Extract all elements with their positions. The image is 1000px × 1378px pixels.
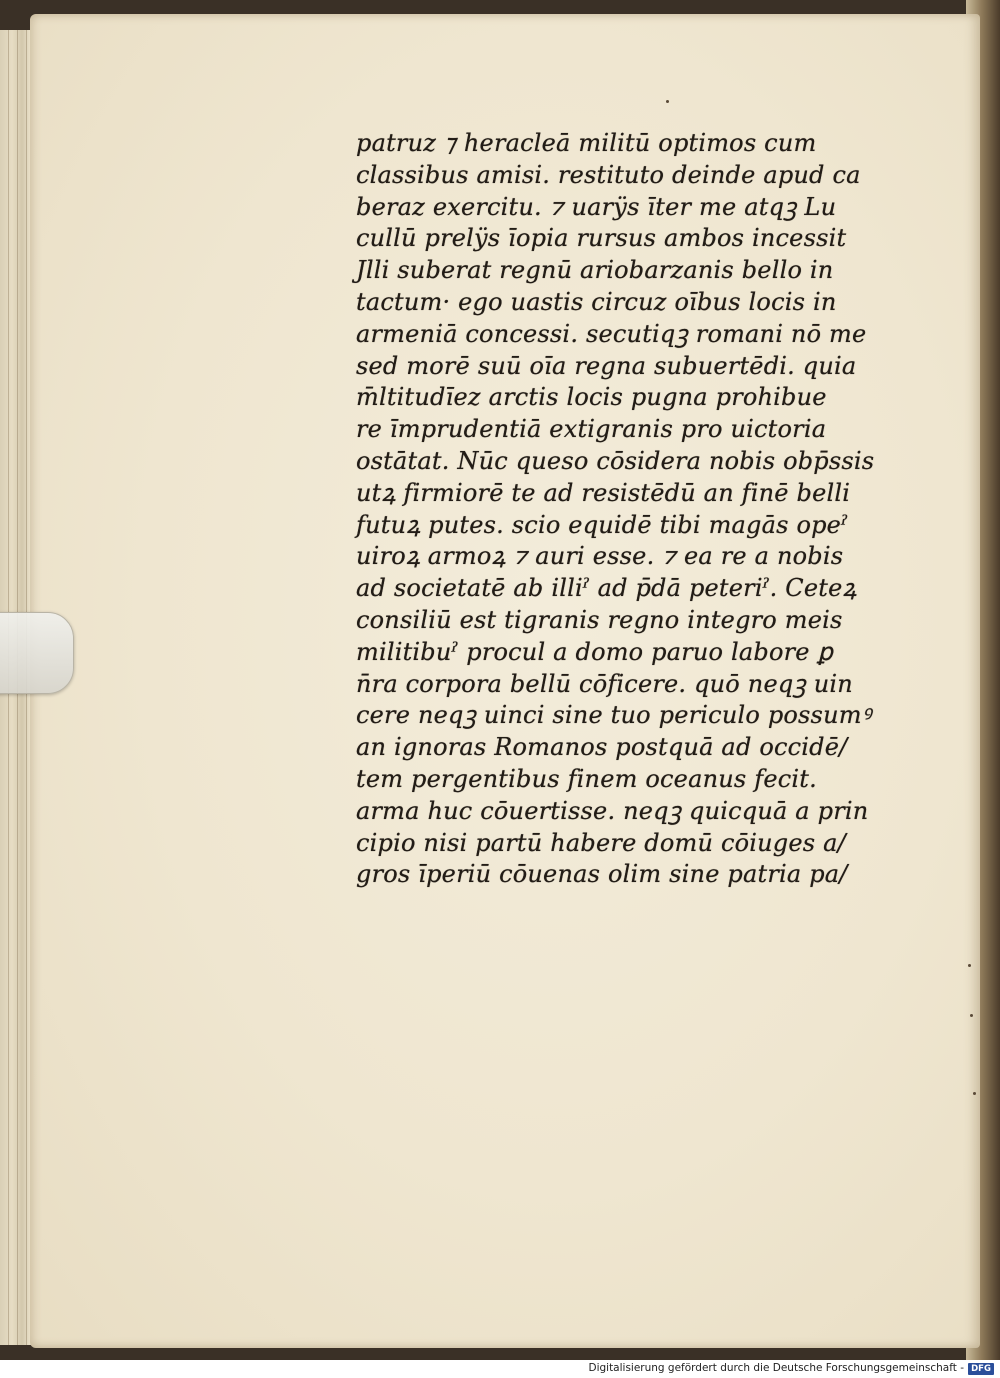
text-line: sed morē suū oīa regna subuertēdi. quia: [356, 351, 857, 380]
text-line: tem pergentibus finem oceanus fecit.: [356, 764, 817, 793]
text-line: ad societatē ab illiˀ ad p̄dā peteriˀ. Ceteꝝ: [356, 574, 857, 603]
text-line: gros īperiū cōuenas olim sine patria pa/: [356, 860, 848, 889]
footer-credit: Digitalisierung gefördert durch die Deutsche Forschungsgemeinschaft -: [588, 1362, 964, 1374]
footer-bar: [0, 1360, 1000, 1378]
text-line: uiroꝝ armoꝝ ⁊ auri esse. ⁊ ea re a nobis: [356, 542, 844, 571]
text-line: cipio nisi partū habere domū cōiuges a/: [356, 828, 846, 857]
paper-speck: [968, 964, 971, 967]
paper-speck: [666, 100, 669, 103]
dfg-logo: DFG: [968, 1363, 994, 1375]
text-line: tactum· ego uastis circuz oībus locis in: [356, 287, 837, 316]
text-line: patruz ⁊ heracleā militū optimos cum: [356, 129, 817, 157]
text-line: futuꝝ putes. scio equidē tibi magās opeˀ: [356, 510, 849, 539]
text-line: an ignoras Romanos postquā ad occidē/: [356, 733, 848, 762]
text-line: classibus amisi. restituto deinde apud ca: [356, 160, 861, 189]
text-line: militibuˀ procul a domo paruo labore ꝑ: [356, 637, 833, 666]
text-column: [356, 128, 896, 891]
text-line: consiliū est tigranis regno integro meis: [356, 605, 843, 634]
bookmark-clip: [0, 612, 74, 694]
text-line: Jlli suberat regnū ariobarzanis bello in: [356, 256, 834, 285]
text-line: n̄ra corpora bellū cōficere. quō neqꝫ uin: [356, 669, 853, 698]
text-line: beraz exercitu. ⁊ uarÿs īter me atqꝫ Lu: [356, 192, 837, 221]
paper-speck: [973, 1092, 976, 1095]
text-line: utꝝ firmiorē te ad resistēdū an finē belli: [356, 478, 851, 507]
text-line: cullū prelÿs īopia rursus ambos incessit: [356, 224, 847, 253]
paper-speck: [970, 1014, 973, 1017]
text-line: m̄ltitudīez arctis locis pugna prohibue: [356, 383, 827, 412]
text-line: re īmprudentiā extigranis pro uictoria: [356, 415, 827, 444]
text-line: cere neqꝫ uinci sine tuo periculo possumꝰ: [356, 701, 872, 730]
text-line: arma huc cōuertisse. neqꝫ quicquā a prin: [356, 796, 869, 825]
text-line: ostātat. Nūc queso cōsidera nobis obp̄ssis: [356, 446, 875, 475]
text-line: armeniā concessi. secutiqꝫ romani nō me: [356, 319, 867, 348]
